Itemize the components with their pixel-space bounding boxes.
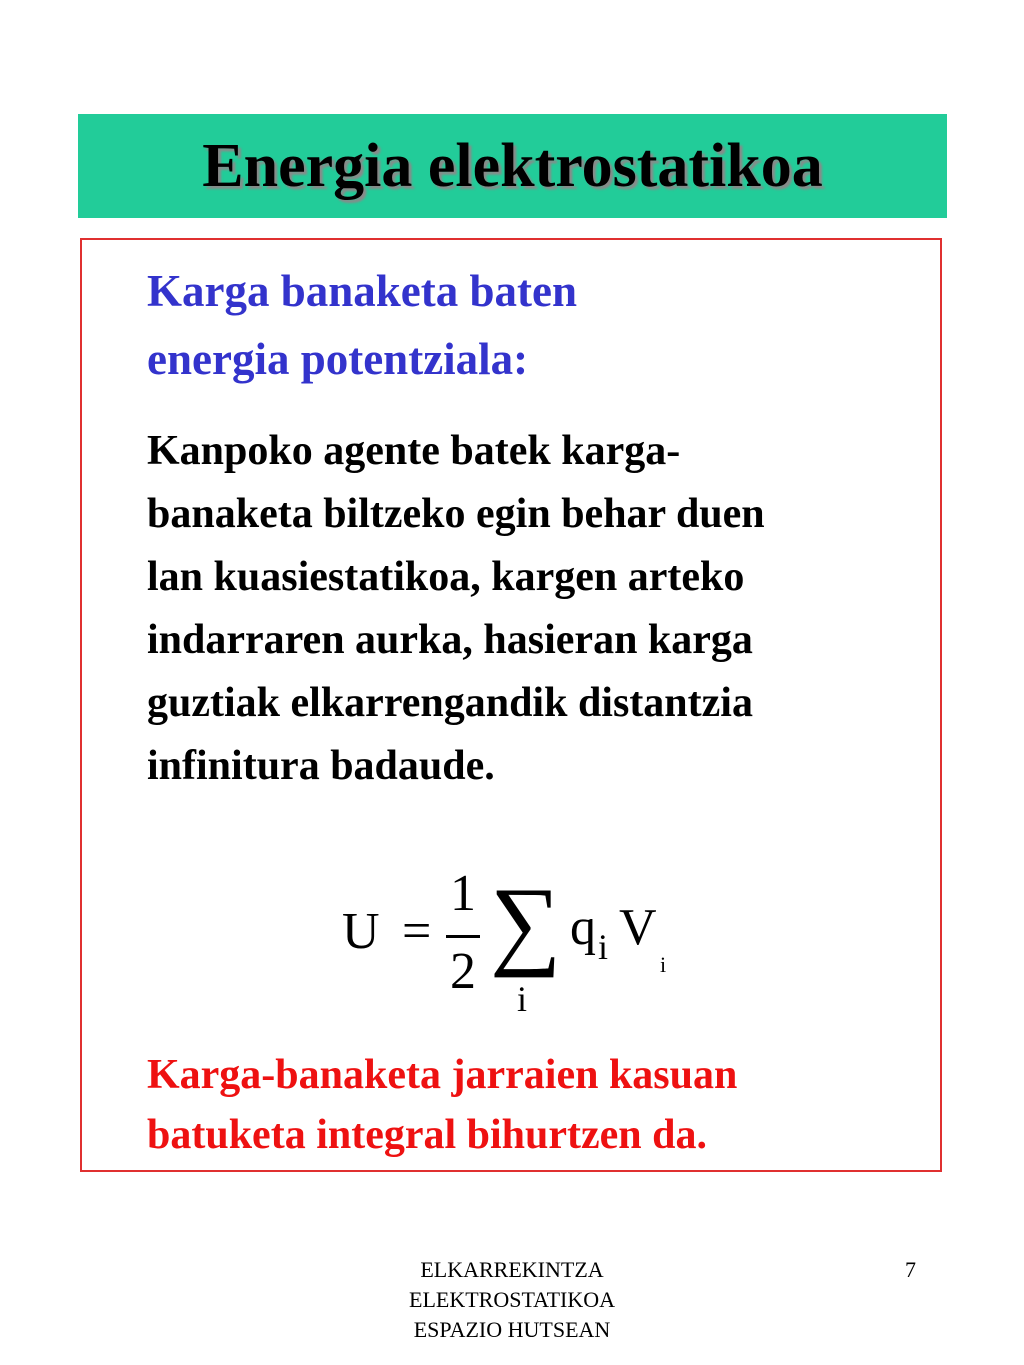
- subtitle-line: Karga banaketa baten: [147, 266, 578, 316]
- fraction-bar: [446, 935, 480, 938]
- footer-line: ELEKTROSTATIKOA: [409, 1287, 615, 1312]
- definition-line: Kanpoko agente batek karga-: [147, 428, 681, 474]
- potential-symbol: V: [619, 899, 657, 956]
- formula-lhs: U: [342, 903, 380, 960]
- definition-line: indarraren aurka, hasieran karga: [147, 617, 753, 663]
- continuous-note: [147, 1045, 937, 1165]
- sum-symbol: ∑: [490, 867, 562, 978]
- definition-line: banaketa biltzeko egin behar duen: [147, 491, 765, 537]
- fraction-numerator: 1: [450, 865, 476, 922]
- slide-title: Energia elektrostatikoa: [202, 131, 823, 200]
- potential-subscript: i: [660, 952, 667, 977]
- sum-index: i: [517, 979, 528, 1019]
- footer: [362, 1255, 662, 1345]
- note-line: Karga-banaketa jarraien kasuan: [147, 1052, 738, 1098]
- definition-text: [147, 420, 937, 798]
- subtitle-line: energia potentziala:: [147, 334, 529, 384]
- footer-line: ELKARREKINTZA: [420, 1257, 604, 1282]
- fraction-denominator: 2: [450, 943, 476, 1000]
- footer-line: ESPAZIO HUTSEAN: [413, 1317, 611, 1342]
- definition-line: lan kuasiestatikoa, kargen arteko: [147, 554, 745, 600]
- note-line: batuketa integral bihurtzen da.: [147, 1112, 708, 1158]
- charge-symbol: q: [570, 899, 596, 956]
- formula-equals: =: [402, 903, 432, 960]
- page-number: 7: [905, 1257, 916, 1282]
- definition-line: guztiak elkarrengandik distantzia: [147, 680, 753, 726]
- charge-subscript: i: [598, 927, 609, 967]
- definition-line: infinitura badaude.: [147, 743, 495, 789]
- title-bar: [78, 114, 947, 218]
- energy-formula: [330, 860, 710, 1030]
- subtitle: [147, 257, 907, 393]
